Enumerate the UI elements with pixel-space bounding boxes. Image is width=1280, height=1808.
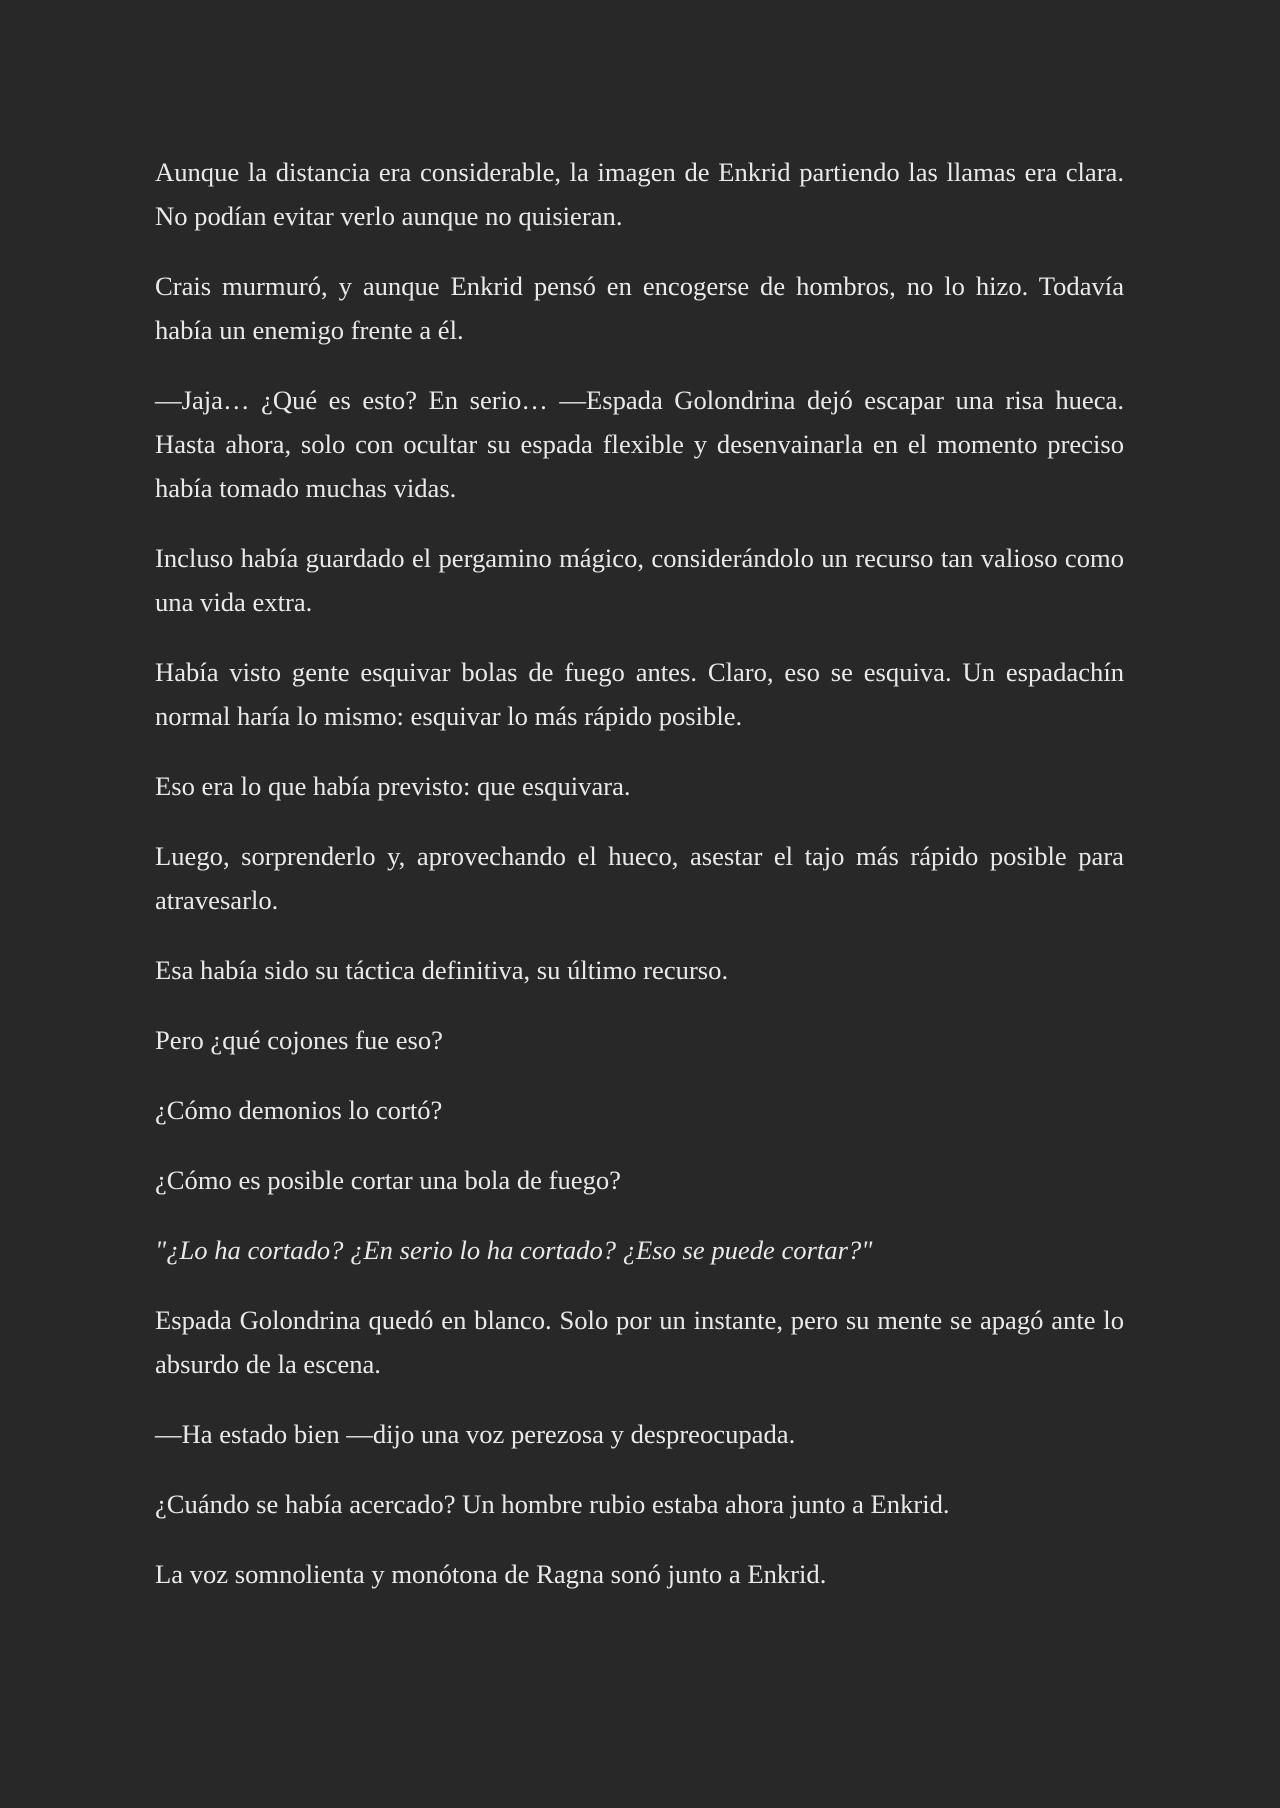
paragraph: La voz somnolienta y monótona de Ragna sonó junto a Enkrid. bbox=[155, 1559, 827, 1589]
paragraph: Había visto gente esquivar bolas de fuego antes. Claro, eso se esquiva. Un espadachín normal haría lo mismo: esquivar lo más rápido posible. bbox=[155, 657, 1124, 731]
paragraph: Esa había sido su táctica definitiva, su último recurso. bbox=[155, 955, 729, 985]
chapter-text bbox=[155, 150, 1124, 1596]
paragraph: Pero ¿qué cojones fue eso? bbox=[155, 1025, 443, 1055]
paragraph: ¿Cómo es posible cortar una bola de fuego? bbox=[155, 1165, 621, 1195]
paragraph: ¿Cuándo se había acercado? Un hombre rubio estaba ahora junto a Enkrid. bbox=[155, 1489, 950, 1519]
paragraph: Incluso había guardado el pergamino mágico, considerándolo un recurso tan valioso como una vida extra. bbox=[155, 543, 1124, 617]
paragraph: Luego, sorprenderlo y, aprovechando el hueco, asestar el tajo más rápido posible para atravesarlo. bbox=[155, 841, 1124, 915]
paragraph: Eso era lo que había previsto: que esquivara. bbox=[155, 771, 631, 801]
paragraph: Espada Golondrina quedó en blanco. Solo por un instante, pero su mente se apagó ante lo absurdo de la escena. bbox=[155, 1305, 1124, 1379]
paragraph: Crais murmuró, y aunque Enkrid pensó en encogerse de hombros, no lo hizo. Todavía había un enemigo frente a él. bbox=[155, 271, 1124, 345]
paragraph: ¿Cómo demonios lo cortó? bbox=[155, 1095, 443, 1125]
paragraph: —Ha estado bien —dijo una voz perezosa y despreocupada. bbox=[155, 1419, 796, 1449]
italic-thought-paragraph: "¿Lo ha cortado? ¿En serio lo ha cortado? ¿Eso se puede cortar?" bbox=[155, 1235, 873, 1265]
paragraph: Aunque la distancia era considerable, la imagen de Enkrid partiendo las llamas era clara. No podían evitar verlo aunque no quisieran. bbox=[155, 157, 1124, 231]
paragraph: —Jaja… ¿Qué es esto? En serio… —Espada Golondrina dejó escapar una risa hueca. Hasta ahora, solo con ocultar su espada flexible y desenvainarla en el momento preciso había tomado muchas vidas. bbox=[155, 385, 1124, 503]
